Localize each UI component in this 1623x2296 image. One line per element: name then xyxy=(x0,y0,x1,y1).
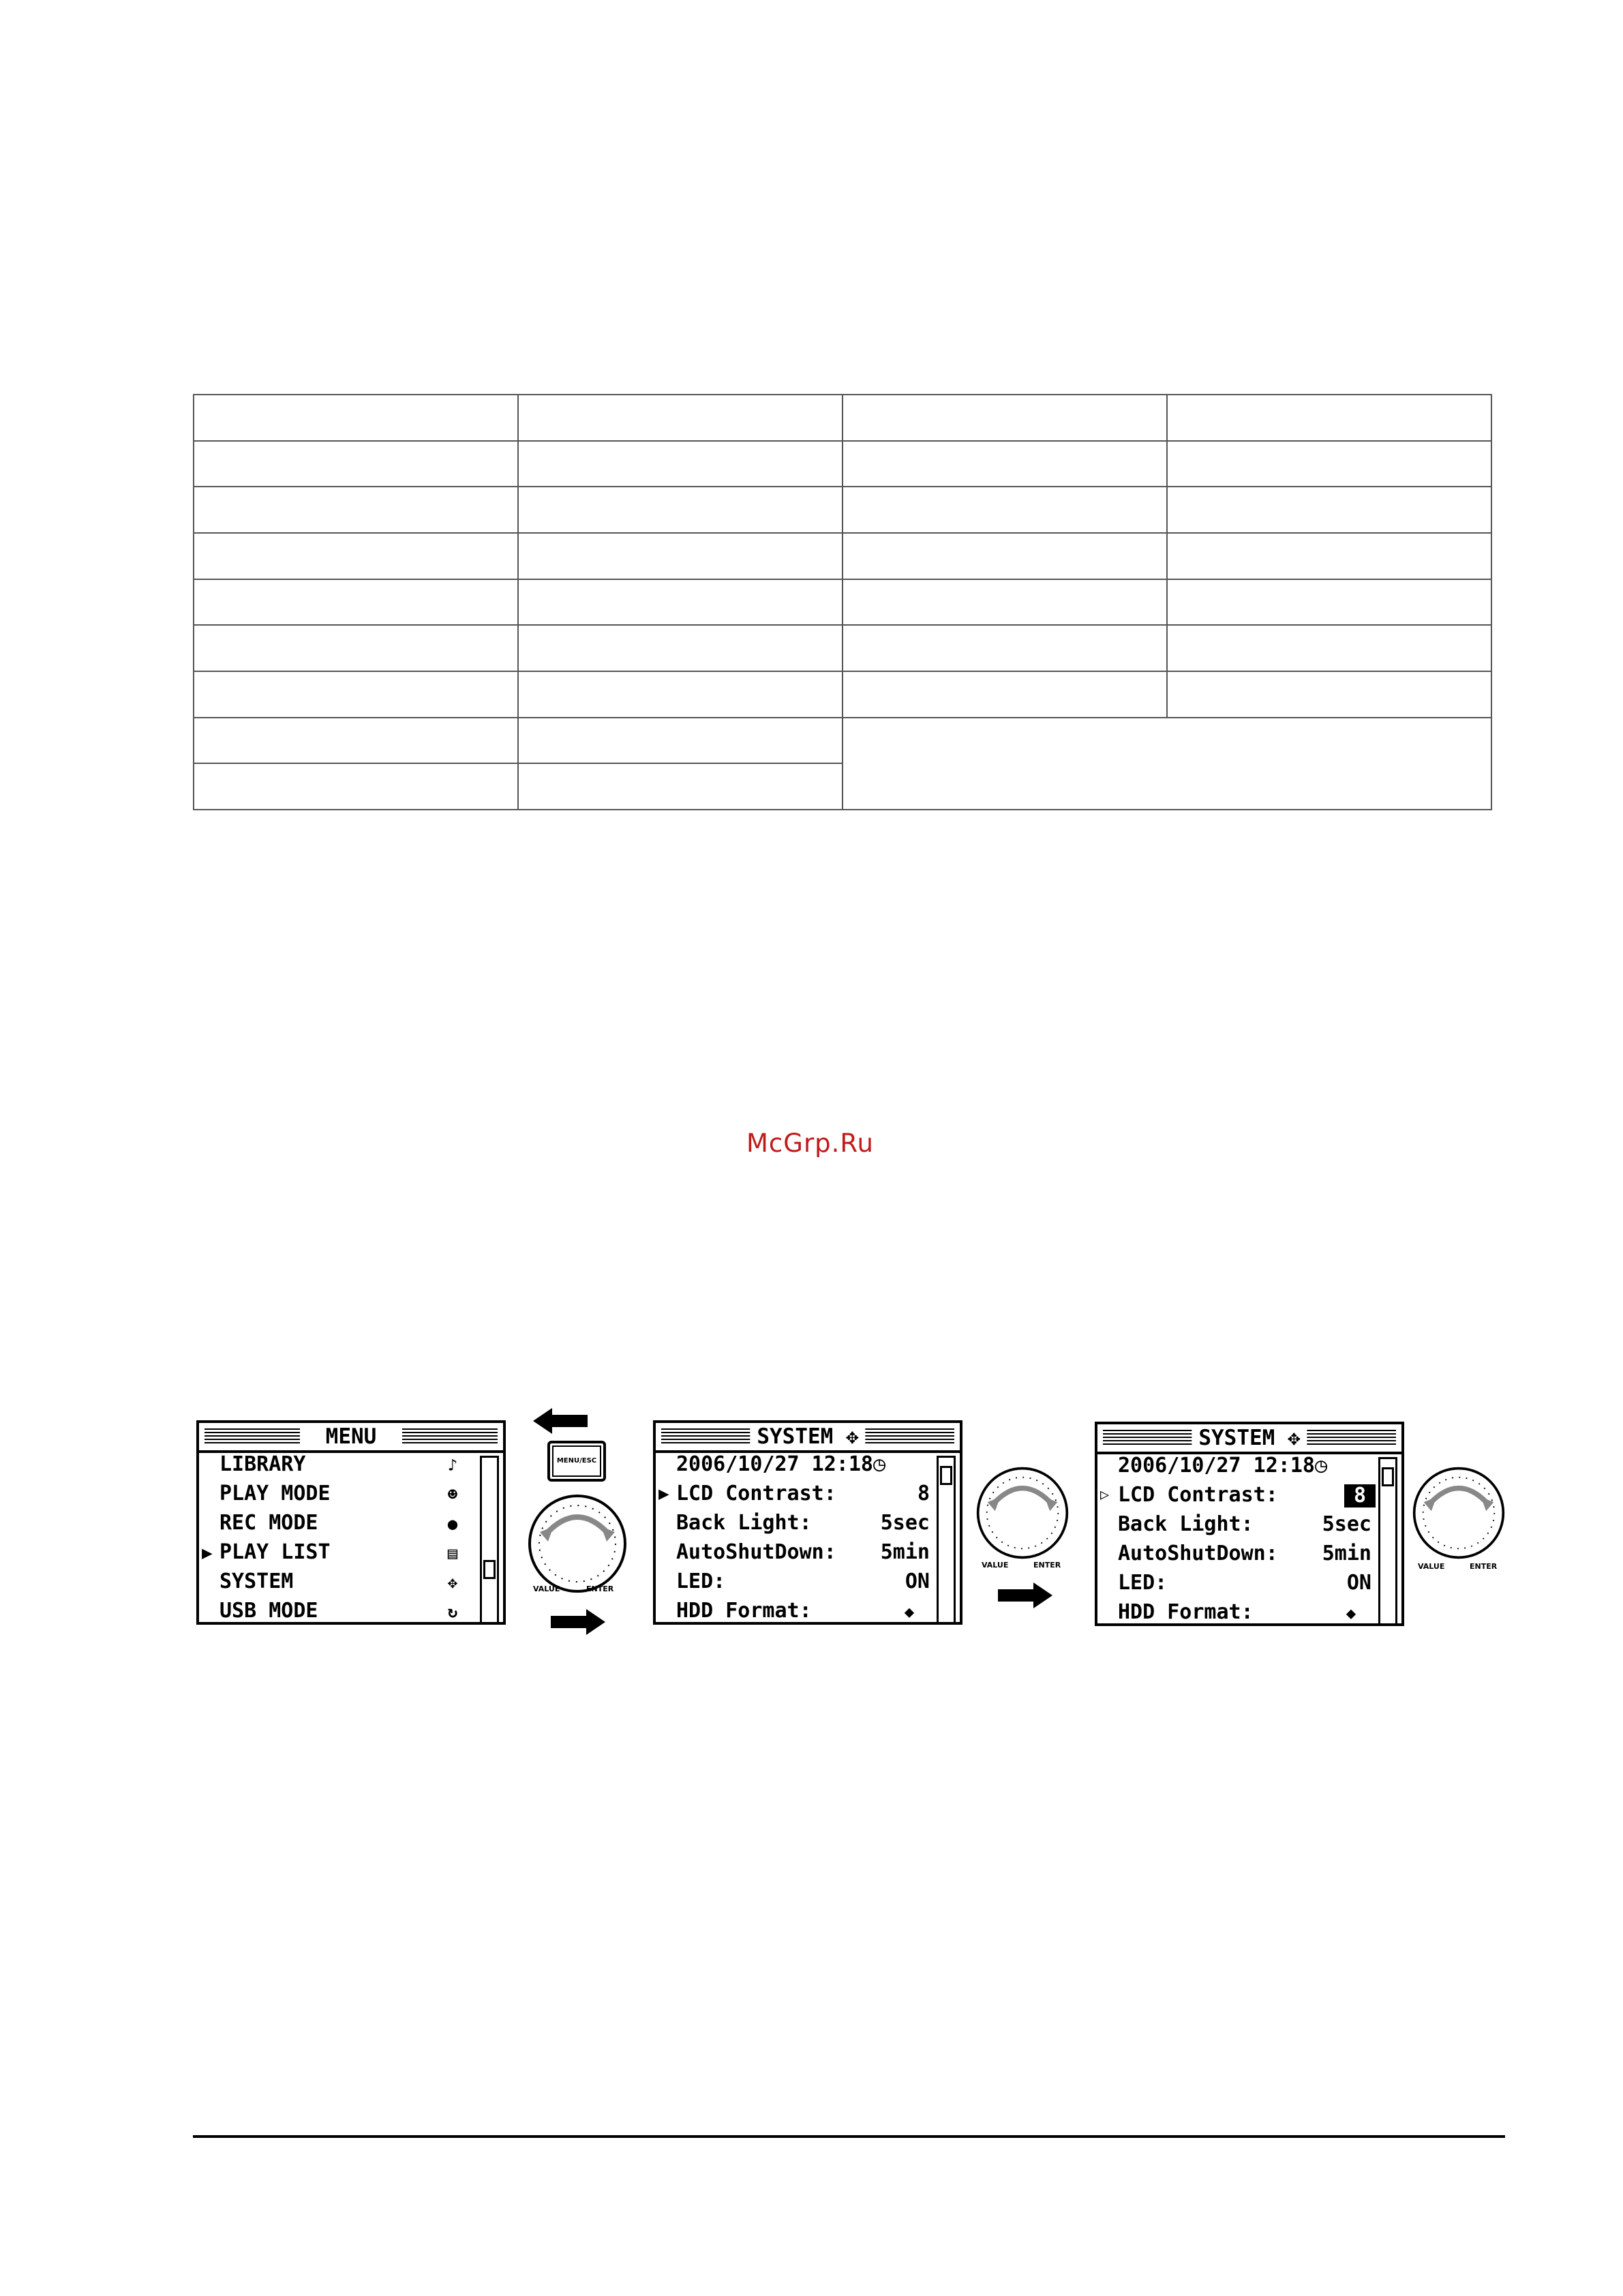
setting-led[interactable]: LED: xyxy=(676,1570,726,1593)
menu-item-library[interactable]: LIBRARY xyxy=(219,1452,306,1476)
format-icon: ◆ xyxy=(1346,1604,1356,1623)
spec-table xyxy=(193,394,1492,810)
wrench-icon: ✥ xyxy=(845,1424,859,1449)
usb-icon: ↻ xyxy=(447,1602,458,1621)
system-screen xyxy=(653,1420,962,1625)
setting-auto-shutdown[interactable]: AutoShutDown: xyxy=(1118,1542,1278,1565)
dial-value-label: VALUE xyxy=(533,1585,560,1593)
setting-value: 5sec xyxy=(880,1511,930,1535)
dial-value-label: VALUE xyxy=(982,1561,1009,1570)
back-arrow-icon xyxy=(533,1408,589,1434)
wrench-icon: ✥ xyxy=(1287,1426,1301,1450)
table-row xyxy=(194,533,1491,579)
system-screen-editing xyxy=(1095,1422,1404,1626)
forward-arrow-icon xyxy=(997,1582,1052,1608)
table-row xyxy=(194,441,1491,487)
setting-back-light[interactable]: Back Light: xyxy=(1118,1512,1254,1536)
menu-titlebar xyxy=(199,1423,503,1453)
scrollbar[interactable] xyxy=(480,1456,499,1622)
setting-value: ON xyxy=(905,1570,930,1593)
table-row xyxy=(194,625,1491,671)
headphones-icon: ☻ xyxy=(447,1485,458,1504)
menu-item-play-mode[interactable]: PLAY MODE xyxy=(219,1482,331,1505)
forward-arrow-icon xyxy=(549,1609,605,1635)
format-icon: ◆ xyxy=(904,1602,915,1621)
menu-item-usb-mode[interactable]: USB MODE xyxy=(219,1599,318,1623)
menu-title: MENU xyxy=(319,1424,384,1449)
setting-lcd-contrast[interactable]: LCD Contrast: xyxy=(676,1482,836,1505)
setting-value: ON xyxy=(1346,1571,1371,1595)
selection-pointer-icon: ▷ xyxy=(1100,1486,1110,1503)
menu-item-rec-mode[interactable]: REC MODE xyxy=(219,1511,318,1535)
setting-hdd-format[interactable]: HDD Format: xyxy=(676,1599,812,1623)
system-titlebar xyxy=(656,1423,960,1453)
menu-item-system[interactable]: SYSTEM xyxy=(219,1570,294,1593)
setting-value: 5sec xyxy=(1322,1512,1371,1536)
setting-hdd-format[interactable]: HDD Format: xyxy=(1118,1600,1254,1624)
jog-dial-icon[interactable] xyxy=(526,1493,628,1595)
scrollbar[interactable] xyxy=(1378,1457,1397,1623)
menu-item-play-list[interactable]: PLAY LIST xyxy=(219,1540,331,1564)
setting-lcd-contrast[interactable]: LCD Contrast: xyxy=(1118,1483,1278,1507)
watermark: McGrp.Ru xyxy=(746,1129,874,1158)
table-row xyxy=(194,579,1491,626)
table-row xyxy=(194,395,1491,441)
table-row xyxy=(194,671,1491,718)
setting-value: 5min xyxy=(880,1540,930,1564)
table-row xyxy=(194,487,1491,533)
selection-pointer-icon: ▶ xyxy=(658,1484,669,1504)
editing-value[interactable]: 8 xyxy=(1344,1484,1376,1507)
selection-pointer-icon: ▶ xyxy=(202,1543,213,1563)
setting-back-light[interactable]: Back Light: xyxy=(676,1511,812,1535)
jog-dial-icon[interactable] xyxy=(975,1465,1070,1561)
setting-value: 5min xyxy=(1322,1542,1371,1565)
music-note-icon: ♪ xyxy=(447,1456,458,1475)
footer-rule xyxy=(193,2135,1505,2138)
microphone-icon: ● xyxy=(447,1514,458,1533)
system-datetime: 2006/10/27 12:18◷ xyxy=(676,1452,886,1476)
jog-dial-icon[interactable] xyxy=(1411,1465,1506,1561)
system-title: SYSTEM ✥ xyxy=(750,1424,865,1449)
system-titlebar xyxy=(1097,1424,1401,1454)
system-title: SYSTEM ✥ xyxy=(1192,1426,1307,1450)
wrench-icon: ✥ xyxy=(447,1573,458,1592)
clock-icon: ◷ xyxy=(1314,1454,1328,1478)
list-icon: ▤ xyxy=(447,1544,458,1563)
dial-value-label: VALUE xyxy=(1418,1562,1445,1571)
scrollbar[interactable] xyxy=(937,1456,956,1622)
dial-enter-label: ENTER xyxy=(1033,1561,1061,1570)
table-row xyxy=(194,718,1491,764)
setting-auto-shutdown[interactable]: AutoShutDown: xyxy=(676,1540,836,1564)
setting-led[interactable]: LED: xyxy=(1118,1571,1168,1595)
menu-esc-button[interactable]: MENU/ESC xyxy=(547,1441,606,1482)
dial-enter-label: ENTER xyxy=(1470,1562,1498,1571)
system-datetime: 2006/10/27 12:18◷ xyxy=(1118,1454,1328,1478)
clock-icon: ◷ xyxy=(873,1452,886,1476)
menu-screen xyxy=(196,1420,506,1625)
setting-value: 8 xyxy=(917,1482,930,1505)
dial-enter-label: ENTER xyxy=(586,1585,614,1593)
